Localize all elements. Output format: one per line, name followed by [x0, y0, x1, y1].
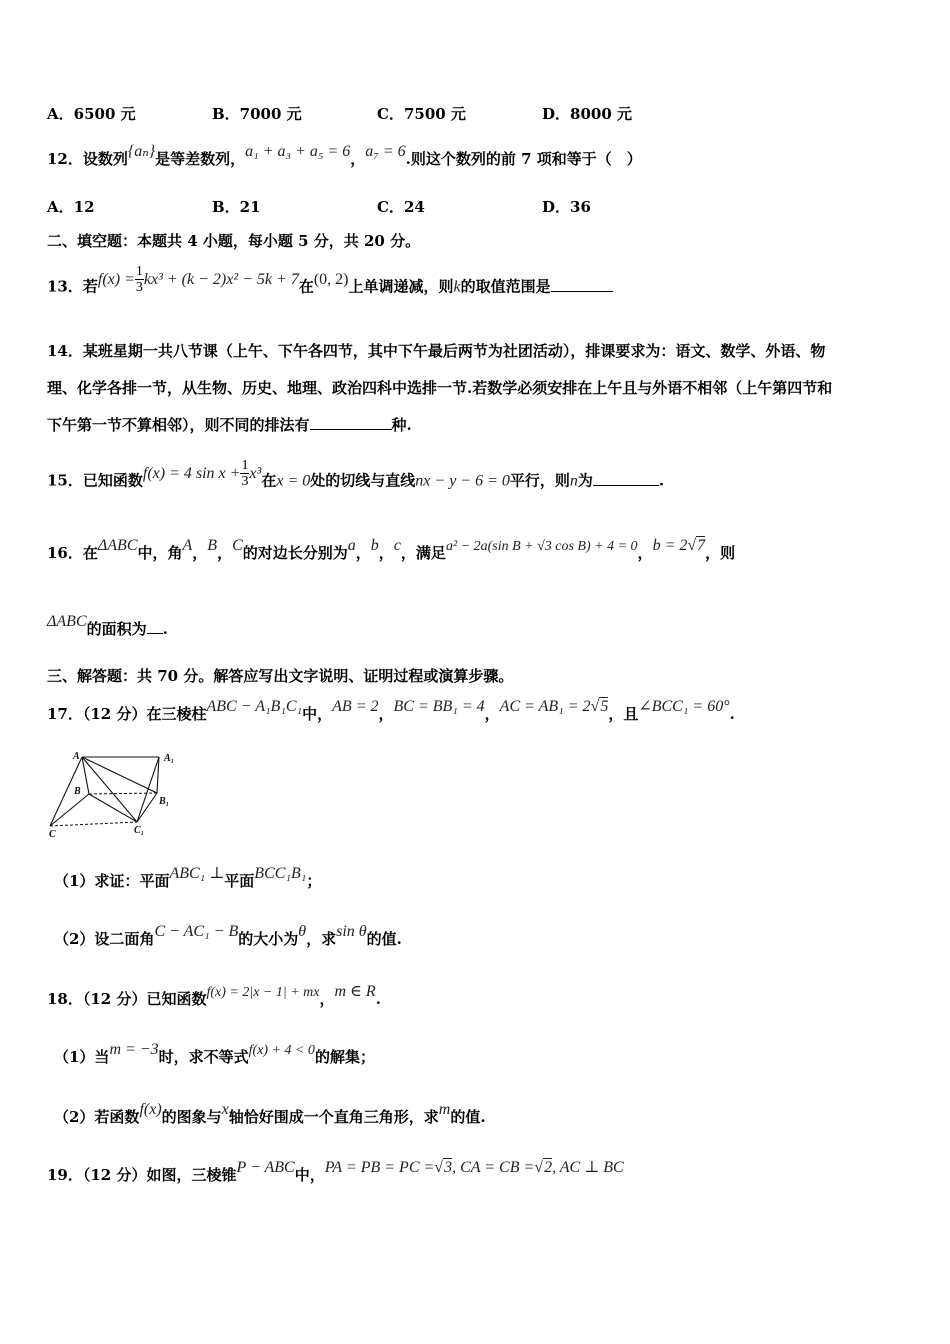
- q12-prefix: 12．设数列: [47, 150, 128, 168]
- q17-cond-ac: AC = AB₁ = 2√5: [499, 698, 609, 715]
- q17-part-1: [54, 865, 322, 891]
- q17-prism: ABC − A₁B₁C₁: [206, 698, 303, 715]
- q16-mid2: 的对边长分别为: [242, 544, 348, 562]
- q18-function: f(x) = 2|x − 1| + mx: [206, 985, 320, 1000]
- q15-x0: x = 0: [276, 472, 311, 490]
- q11-option-a: A．6500 元: [47, 105, 136, 123]
- q17-mid2: ，且: [608, 705, 639, 723]
- q12-option-d: D．36: [542, 198, 591, 216]
- q13-fraction-denominator: 3: [135, 280, 143, 295]
- q18-prefix: 18．（12 分）已知函数: [47, 990, 207, 1008]
- q14-line-3-prefix: 下午第一节不算相邻），则不同的排法有: [47, 416, 310, 434]
- edge-a-b1: [82, 757, 157, 793]
- q16-equation-2-radicand: 7: [697, 537, 706, 554]
- q13-suffix: 的取值范围是: [460, 277, 551, 296]
- q16-suffix: ，则: [705, 544, 736, 562]
- q16-line-2-suffix: 的面积为: [86, 620, 147, 638]
- q15-answer-blank: [593, 485, 659, 486]
- q17-part-2-suffix: 的值.: [366, 930, 402, 948]
- q17-sin-theta: sin θ: [336, 923, 367, 940]
- q19-mid: 中，: [294, 1166, 325, 1184]
- q16-angle-b: B: [207, 537, 218, 554]
- q13-k: k: [453, 278, 461, 296]
- q18-m-domain: m ∈ R: [334, 983, 376, 1000]
- q17-part-2-mid: 的大小为: [238, 930, 299, 948]
- question-17: 17．（12 分）在三棱柱ABC − A₁B₁C₁中，AB = 2，BC = BB₁ = 4，AC = AB₁ = 2√5，且∠BCC₁ = 60°.: [47, 698, 735, 723]
- q12-option-a: A．12: [47, 198, 95, 216]
- q18-fx: f(x): [139, 1101, 162, 1118]
- q15-function-rhs: x³: [249, 464, 262, 482]
- q18-part-2-mid2: 轴恰好围成一个直角三角形，求: [228, 1108, 439, 1126]
- q12-equation-2: a₇ = 6: [365, 143, 406, 160]
- q14-line-1: 14．某班星期一共八节课（上午、下午各四节，其中下午最后两节为社团活动），排课要求为：语文、数学、外语、物: [47, 342, 826, 360]
- section-2-heading: 二、填空题：本题共 4 小题，每小题 5 分，共 20 分。: [47, 232, 421, 250]
- q13-prefix: 13．若: [47, 277, 98, 296]
- question-12: [47, 143, 642, 169]
- edge-c-c1-dashed: [50, 822, 137, 826]
- q12-equation-1: a₁ + a₃ + a₅ = 6: [245, 143, 351, 160]
- edge-a-c1: [82, 757, 137, 822]
- q18-part-2-prefix: （2）若函数: [54, 1108, 140, 1126]
- q18-part-2-suffix: 的值.: [450, 1108, 486, 1126]
- q17-part-2-mid2: ，求: [306, 930, 337, 948]
- q16-side-b: b: [370, 537, 379, 554]
- q17-mid: 中，: [302, 705, 333, 723]
- q16-equation-2: b = 2√7: [652, 537, 706, 554]
- label-b1: B₁: [159, 796, 170, 807]
- q16-triangle: ΔABC: [97, 537, 138, 554]
- q13-fraction: [135, 264, 144, 295]
- q16-answer-blank: [147, 633, 163, 634]
- q18-x-axis: x: [221, 1101, 229, 1118]
- q19-cond-2-lhs: , CA = CB =: [452, 1159, 535, 1176]
- q15-fraction-numerator: 1: [241, 458, 249, 473]
- q16-triangle-2: ΔABC: [47, 613, 87, 630]
- q13-function-rhs: kx³ + (k − 2)x² − 5k + 7: [143, 270, 299, 288]
- q17-theta: θ: [298, 923, 307, 940]
- q11-option-c: C．7500 元: [377, 105, 466, 123]
- q13-fraction-numerator: 1: [135, 264, 143, 279]
- q17-prefix: 17．（12 分）在三棱柱: [47, 705, 207, 723]
- q12-option-b: B．21: [212, 198, 261, 216]
- q15-mid2: 处的切线与直线: [310, 471, 416, 490]
- q17-part-2: [54, 923, 402, 949]
- q17-cond-ac-lhs: AC = AB₁ = 2: [499, 698, 591, 715]
- section-3-heading: 三、解答题：共 70 分。解答应写出文字说明、证明过程或演算步骤。: [47, 667, 514, 685]
- q17-dihedral-angle: C − AC₁ − B: [154, 923, 239, 940]
- q12-mid: 是等差数列，: [155, 150, 246, 168]
- q13-function-lhs: f(x) =: [97, 270, 135, 288]
- q14-answer-blank: [310, 429, 392, 430]
- q15-function-lhs: f(x) = 4 sin x +: [142, 464, 241, 482]
- q15-suffix: 为: [577, 471, 593, 490]
- q16-side-c: c: [393, 537, 401, 554]
- q17-part-1-prefix: （1）求证：平面: [54, 872, 170, 890]
- q16-prefix: 16．在: [47, 544, 98, 562]
- q12-suffix: .则这个数列的前 7 项和等于（ ）: [405, 150, 642, 168]
- edge-b-c1: [89, 794, 137, 822]
- label-a: A: [73, 751, 80, 762]
- q16-equation-2-lhs: b = 2: [652, 537, 688, 554]
- q19-cond-1-radicand: 3: [444, 1159, 453, 1176]
- q17-part-1-suffix: ；: [306, 872, 322, 890]
- q15-prefix: 15．已知函数: [47, 471, 143, 490]
- label-a1: A₁: [164, 753, 175, 764]
- q16-line-2: ΔABC的面积为 .: [47, 613, 168, 638]
- label-b: B: [74, 786, 81, 797]
- q15-line: nx − y − 6 = 0: [415, 472, 510, 490]
- q18-period: .: [375, 990, 381, 1008]
- q12-option-c: C．24: [377, 198, 425, 216]
- q13-mid2: 上单调递减，则: [348, 277, 454, 296]
- q12-sequence: {aₙ}: [127, 143, 156, 160]
- q13-interval: (0, 2): [313, 270, 349, 288]
- q18-part-1-suffix: 的解集；: [314, 1048, 375, 1066]
- q12-comma: ，: [350, 150, 366, 168]
- q11-option-b: B．7000 元: [212, 105, 302, 123]
- q18-inequality: f(x) + 4 < 0: [248, 1043, 315, 1058]
- q18-comma: ，: [319, 990, 335, 1008]
- edge-b1-c1: [137, 793, 157, 822]
- q13-mid: 在: [298, 277, 314, 296]
- q18-m-value: m = −3: [109, 1041, 159, 1058]
- q18-part-1-prefix: （1）当: [54, 1048, 110, 1066]
- q16-mid3: ，满足: [400, 544, 446, 562]
- q13-answer-blank: [551, 291, 613, 292]
- q18-part-1: [54, 1041, 375, 1067]
- edge-a1-c1: [137, 757, 159, 822]
- q17-plane-1: ABC₁ ⊥: [169, 865, 225, 882]
- q15-mid3: 平行，则: [509, 471, 570, 490]
- q18-part-2-mid: 的图象与: [161, 1108, 222, 1126]
- q17-cond-bc: BC = BB₁ = 4: [393, 698, 485, 715]
- q17-plane-2: BCC₁B₁: [254, 865, 307, 882]
- edge-a-b: [82, 757, 89, 794]
- prism-figure: [44, 748, 184, 840]
- q19-prefix: 19．（12 分）如图，三棱锥: [47, 1166, 237, 1184]
- q17-cond-angle: ∠BCC₁ = 60°: [638, 698, 730, 715]
- question-13: [47, 264, 613, 303]
- q19-cond-1-lhs: PA = PB = PC =: [324, 1159, 435, 1176]
- edge-b-c: [50, 794, 89, 826]
- q19-cond-3: , AC ⊥ BC: [552, 1159, 624, 1176]
- label-c: C: [49, 829, 56, 840]
- q18-part-2: [54, 1101, 486, 1127]
- question-15: 15．已知函数f(x) = 4 sin x + $\frac{1}{3}$ x³在x = 0处的切线与直线nx − y − 6 = 0平行，则n为 .: [47, 458, 665, 490]
- q14-line-2: 理、化学各排一节，从生物、历史、地理、政治四科中选排一节.若数学必须安排在上午且与外语不相邻（上午第四节和: [47, 379, 833, 397]
- q11-option-d: D．8000 元: [542, 105, 632, 123]
- q16-angle-a: A: [182, 537, 193, 554]
- question-19: [47, 1159, 624, 1185]
- q14-line-3-suffix: 种.: [391, 416, 412, 434]
- q15-n: n: [569, 472, 578, 490]
- q15-fraction-denominator: 3: [241, 474, 249, 489]
- q16-side-a: a: [347, 537, 356, 554]
- q17-cond-ac-radicand: 5: [600, 698, 609, 715]
- q17-part-1-mid: 平面: [224, 872, 255, 890]
- q19-cond-2-radicand: 2: [544, 1159, 553, 1176]
- question-16: 16．在ΔABC中，角A，B，C的对边长分别为a，b，c，满足a² − 2a(sin B + √3 cos B) + 4 = 0，b = 2√7，则: [47, 537, 736, 562]
- q16-equation-1: a² − 2a(sin B + √3 cos B) + 4 = 0: [445, 539, 638, 554]
- q16-angle-c: C: [232, 537, 243, 554]
- q18-m: m: [438, 1101, 451, 1118]
- q19-conditions: PA = PB = PC =√3, CA = CB =√2, AC ⊥ BC: [324, 1159, 624, 1176]
- q14-line-3: [47, 414, 412, 435]
- q19-pyramid: P − ABC: [236, 1159, 295, 1176]
- question-18: [47, 983, 381, 1009]
- label-c1: C₁: [134, 825, 145, 836]
- q15-mid: 在: [261, 471, 277, 490]
- q18-part-1-mid: 时，求不等式: [158, 1048, 249, 1066]
- q17-part-2-prefix: （2）设二面角: [54, 930, 155, 948]
- q16-mid: 中，角: [137, 544, 183, 562]
- q17-cond-ab: AB = 2: [332, 698, 379, 715]
